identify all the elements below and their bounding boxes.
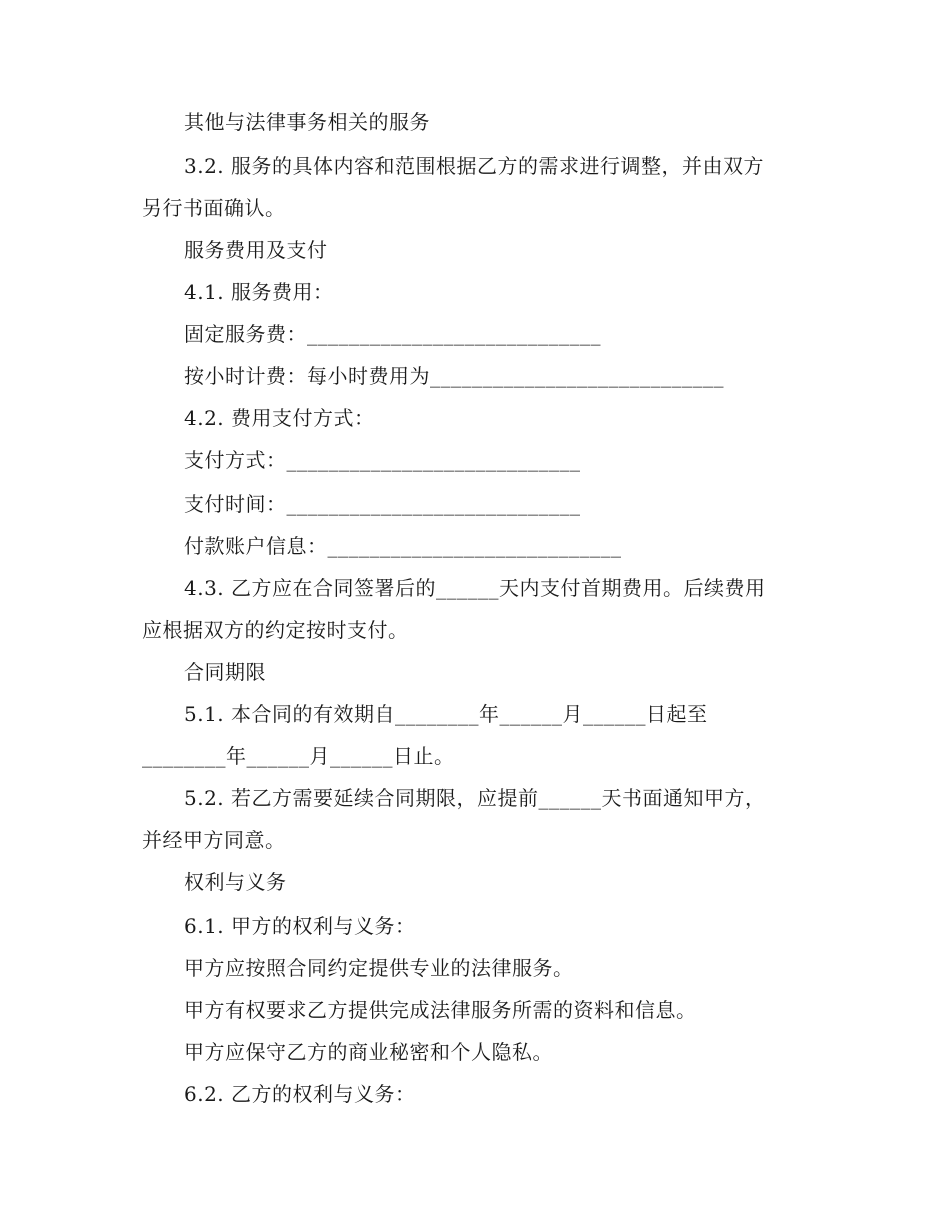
payment-account-line: 付款账户信息：____________________________: [184, 534, 622, 558]
clause-5-1-line-2: ________年______月______日止。: [142, 744, 455, 768]
party-a-duty-1: 甲方应按照合同约定提供专业的法律服务。: [184, 956, 574, 980]
section-heading-fees: 服务费用及支付: [184, 238, 328, 262]
clause-5-2-line-2: 并经甲方同意。: [142, 828, 286, 852]
clause-4-3-line-2: 应根据双方的约定按时支付。: [142, 618, 409, 642]
section-heading-other-services: 其他与法律事务相关的服务: [184, 110, 430, 134]
party-a-duty-2: 甲方有权要求乙方提供完成法律服务所需的资料和信息。: [184, 998, 697, 1022]
clause-5-1-line-1: 5.1. 本合同的有效期自________年______月______日起至: [184, 702, 708, 726]
clause-3-2-line-1: 3.2. 服务的具体内容和范围根据乙方的需求进行调整，并由双方: [184, 154, 765, 178]
section-heading-rights: 权利与义务: [184, 870, 287, 894]
clause-5-2-line-1: 5.2. 若乙方需要延续合同期限，应提前______天书面通知甲方，: [184, 786, 766, 810]
hourly-fee-line: 按小时计费：每小时费用为____________________________: [184, 364, 724, 388]
clause-6-1: 6.1. 甲方的权利与义务：: [184, 914, 416, 938]
clause-4-2: 4.2. 费用支付方式：: [184, 406, 375, 430]
party-a-duty-3: 甲方应保守乙方的商业秘密和个人隐私。: [184, 1040, 553, 1064]
clause-3-2-line-2: 另行书面确认。: [142, 196, 286, 220]
clause-4-3-line-1: 4.3. 乙方应在合同签署后的______天内支付首期费用。后续费用: [184, 576, 766, 600]
clause-6-2: 6.2. 乙方的权利与义务：: [184, 1082, 416, 1106]
clause-4-1: 4.1. 服务费用：: [184, 280, 334, 304]
payment-method-line: 支付方式：____________________________: [184, 448, 581, 472]
payment-time-line: 支付时间：____________________________: [184, 492, 581, 516]
section-heading-term: 合同期限: [184, 660, 266, 684]
fixed-fee-line: 固定服务费：____________________________: [184, 322, 601, 346]
